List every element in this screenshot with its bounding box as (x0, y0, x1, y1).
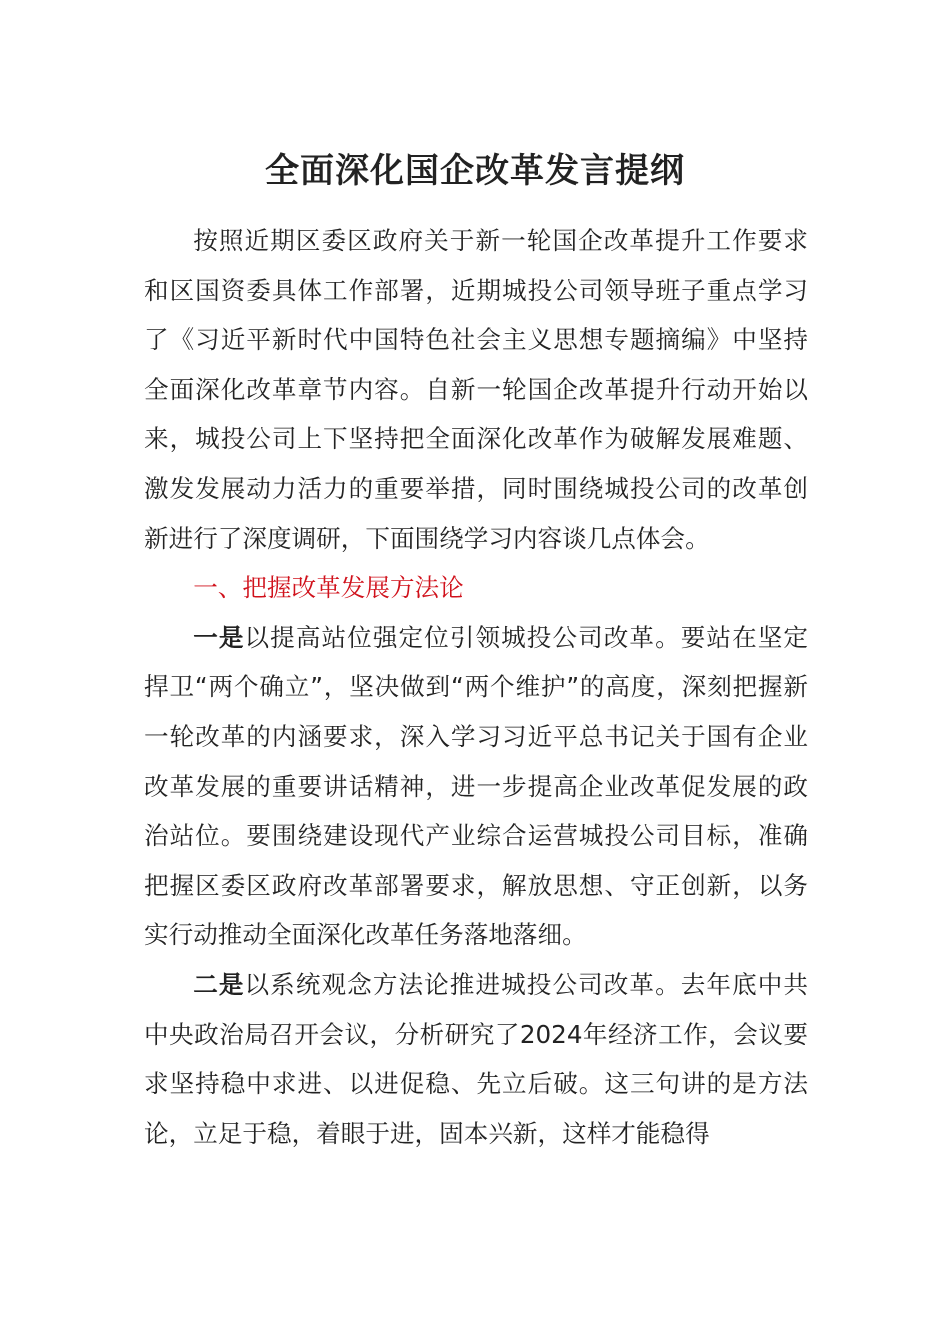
point-paragraph-2 (144, 960, 808, 1158)
point-text-1: 以提高站位强定位引领城投公司改革。要站在坚定捍卫“两个确立”，坚决做到“两个维护”的高度，深刻把握新一轮改革的内涵要求，深入学习习近平总书记关于国有企业改革发展的重要讲话精神，进一步提高企业改革促发展的政治站位。要围绕建设现代产业综合运营城投公司目标，准确把握区委区政府改革部署要求，解放思想、守正创新，以务实行动推动全面深化改革任务落地落细。 (144, 622, 808, 950)
point-lead-2: 二是 (193, 969, 245, 999)
point-lead-1: 一是 (193, 622, 245, 652)
document-title: 全面深化国企改革发言提纲 (265, 151, 685, 191)
point-paragraph-1 (144, 613, 808, 960)
document-body (144, 216, 808, 1158)
point-text-2: 以系统观念方法论推进城投公司改革。去年底中共中央政治局召开会议，分析研究了2024年经济工作，会议要求坚持稳中求进、以进促稳、先立后破。这三句讲的是方法论，立足于稳，着眼于进，固本兴新，这样才能稳得 (144, 969, 808, 1148)
section-heading: 一、把握改革发展方法论 (193, 573, 464, 603)
intro-paragraph: 按照近期区委区政府关于新一轮国企改革提升工作要求和区国资委具体工作部署，近期城投公司领导班子重点学习了《习近平新时代中国特色社会主义思想专题摘编》中坚持全面深化改革章节内容。自新一轮国企改革提升行动开始以来，城投公司上下坚持把全面深化改革作为破解发展难题、激发发展动力活力的重要举措，同时围绕城投公司的改革创新进行了深度调研，下面围绕学习内容谈几点体会。 (144, 226, 808, 553)
